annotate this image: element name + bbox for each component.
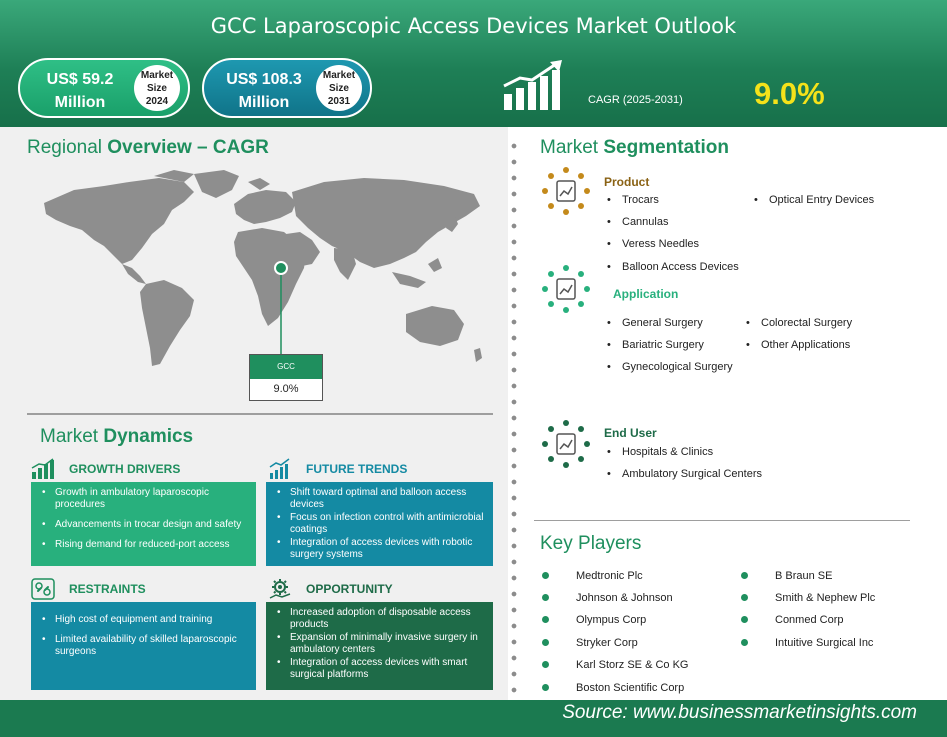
product-item: • Balloon Access Devices: [622, 261, 739, 273]
growth-driver-item: • Rising demand for reduced-port access: [39, 539, 248, 551]
cagr-label: CAGR (2025-2031): [588, 94, 683, 106]
end-user-item: • Hospitals & Clinics: [622, 446, 713, 458]
source-link[interactable]: Source: www.businessmarketinsights.com: [562, 702, 917, 723]
restraints-header: [31, 578, 146, 600]
bullet-dot-icon: [542, 616, 549, 623]
key-player-name: Boston Scientific Corp: [576, 682, 685, 694]
market-size-2031-value: US$ 108.3 Million: [226, 71, 302, 111]
product-item: • Trocars: [622, 194, 659, 206]
market-size-2024-value: US$ 59.2 Million: [46, 71, 114, 111]
gcc-marker: [275, 262, 287, 274]
bullet-dot-icon: [741, 594, 748, 601]
application-label: Application: [613, 287, 679, 301]
regional-overview-title: Regional Overview – CAGR: [27, 137, 269, 158]
application-item: • Other Applications: [761, 339, 850, 351]
trend-chart-icon: [268, 458, 292, 480]
product-item: • Optical Entry Devices: [769, 194, 874, 206]
market-dynamics-title: Market Dynamics: [40, 426, 194, 447]
bullet-dot-icon: [542, 594, 549, 601]
growth-drivers-header: [31, 458, 180, 480]
market-size-2031-badge: Market Size 2031: [316, 65, 362, 111]
key-player-name: Stryker Corp: [576, 637, 638, 649]
future-trend-item: • Integration of access devices with robotic surgery systems: [274, 537, 485, 561]
future-trends-header: [268, 458, 407, 480]
product-item: • Veress Needles: [622, 238, 699, 250]
end-user-item: • Ambulatory Surgical Centers: [622, 468, 762, 480]
header-banner: [0, 0, 947, 127]
restraint-item: • High cost of equipment and training: [39, 614, 248, 626]
page-title: GCC Laparoscopic Access Devices Market Outlook: [210, 14, 737, 38]
growth-driver-item: • Growth in ambulatory laparoscopic procedures: [39, 487, 248, 511]
bullet-dot-icon: [741, 616, 748, 623]
restraints-title: RESTRAINTS: [69, 582, 146, 596]
key-player-name: Karl Storz SE & Co KG: [576, 659, 689, 671]
cagr-value: 9.0%: [754, 76, 825, 111]
key-players-title: Key Players: [540, 533, 642, 554]
end-user-icon: [542, 420, 590, 468]
bar-chart-growth-icon: [31, 458, 55, 480]
market-size-2024-pill: [18, 58, 190, 118]
market-segmentation-title: Market Segmentation: [540, 137, 729, 158]
world-map: [34, 168, 490, 378]
future-trends-title: FUTURE TRENDS: [306, 462, 408, 476]
bullet-dot-icon: [542, 572, 549, 579]
key-player-name: Olympus Corp: [576, 614, 647, 626]
broken-link-icon: [31, 578, 55, 600]
left-divider: [27, 413, 493, 415]
bullet-dot-icon: [741, 639, 748, 646]
opportunity-header: [268, 578, 393, 600]
opportunity-title: OPPORTUNITY: [306, 582, 393, 596]
end-user-label: End User: [604, 426, 657, 440]
key-player-name: Conmed Corp: [775, 614, 844, 626]
growth-chart-icon: [502, 60, 564, 112]
application-item: • Bariatric Surgery: [622, 339, 704, 351]
application-item: • Gynecological Surgery: [622, 361, 733, 373]
opportunity-box: [266, 602, 493, 690]
key-player-name: Intuitive Surgical Inc: [775, 637, 874, 649]
key-player-name: B Braun SE: [775, 570, 833, 582]
footer-bar: [0, 700, 947, 737]
vertical-dotted-divider: [511, 138, 517, 694]
growth-drivers-box: [31, 482, 256, 566]
product-label: Product: [604, 175, 650, 189]
product-item: • Cannulas: [622, 216, 668, 228]
opportunity-item: • Increased adoption of disposable access products: [274, 607, 485, 631]
opportunity-item: • Integration of access devices with smart surgical platforms: [274, 657, 485, 681]
growth-driver-item: • Advancements in trocar design and safety: [39, 519, 248, 531]
bullet-dot-icon: [542, 639, 549, 646]
gear-hand-icon: [268, 578, 292, 600]
restraint-item: • Limited availability of skilled laparoscopic surgeons: [39, 634, 248, 658]
gcc-cagr-callout: [249, 354, 323, 401]
application-icon: [542, 265, 590, 313]
key-player-name: Medtronic Plc: [576, 570, 643, 582]
growth-drivers-title: GROWTH DRIVERS: [69, 462, 181, 476]
bullet-dot-icon: [741, 572, 748, 579]
gcc-region-value: 9.0%: [273, 383, 299, 395]
right-divider: [534, 520, 910, 521]
market-size-2031-pill: [202, 58, 372, 118]
future-trends-box: [266, 482, 493, 566]
key-player-name: Smith & Nephew Plc: [775, 592, 876, 604]
application-item: • Colorectal Surgery: [761, 317, 852, 329]
bullet-dot-icon: [542, 684, 549, 691]
market-size-2024-badge: Market Size 2024: [134, 65, 180, 111]
key-player-name: Johnson & Johnson: [576, 592, 673, 604]
bullet-dot-icon: [542, 661, 549, 668]
restraints-box: [31, 602, 256, 690]
application-item: • General Surgery: [622, 317, 703, 329]
opportunity-item: • Expansion of minimally invasive surgery in ambulatory centers: [274, 632, 485, 656]
product-icon: [542, 167, 590, 215]
future-trend-item: • Shift toward optimal and balloon access devices: [274, 487, 485, 511]
future-trend-item: • Focus on infection control with antimicrobial coatings: [274, 512, 485, 536]
gcc-region-label: GCC: [250, 355, 322, 379]
